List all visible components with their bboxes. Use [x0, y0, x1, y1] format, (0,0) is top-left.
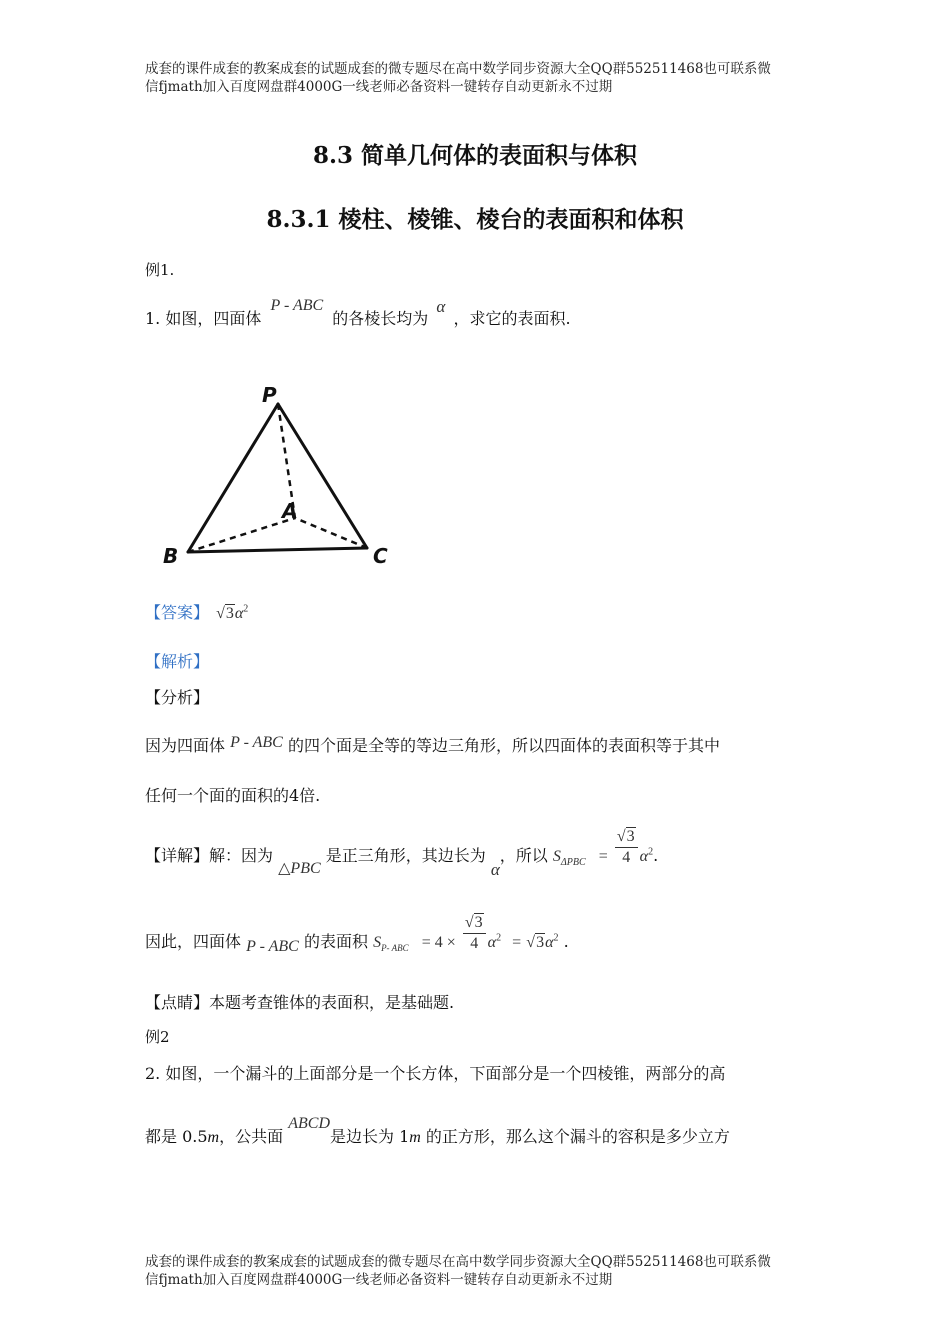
- detail-tag: 【详解】: [145, 846, 210, 865]
- vertex-a: A: [282, 499, 298, 523]
- therefore-end: .: [563, 932, 569, 951]
- therefore-line: 因此，四面体 P - ABC 的表面积 $S_{P- ABC} = 4$ × $\frac{√3}{4}$ $\alpha^2 = √3\alpha^2$ .: [145, 914, 569, 955]
- therefore-alpha2: α: [545, 934, 554, 951]
- edge-pc: [278, 404, 367, 548]
- q1-alpha: α: [436, 297, 446, 316]
- answer-alpha: α: [234, 605, 244, 622]
- therefore-pre: 因此，四面体: [145, 932, 242, 951]
- dianjing-tag: 【点睛】: [145, 993, 210, 1012]
- fenxi-pre: 因为四面体: [145, 736, 226, 755]
- q2-m1: m: [207, 1129, 220, 1146]
- header-line-2: 信fjmath加入百度网盘群4000G一线老师必备资料一键转存自动更新永不过期: [145, 79, 613, 95]
- header-line-1: 成套的课件成套的教案成套的试题成套的微专题尽在高中数学同步资源大全QQ群552511468也可联系微: [145, 61, 771, 77]
- q1-tetra: P - ABC: [270, 297, 324, 314]
- answer-sqrt-arg: 3: [225, 605, 234, 622]
- q2-mid1: ，公共面: [219, 1127, 284, 1146]
- q2-m2: m: [409, 1129, 421, 1146]
- q1-mid: 的各棱长均为: [332, 309, 429, 328]
- page-header: [145, 60, 815, 96]
- therefore-eq1: = 4 ×: [421, 934, 456, 951]
- vertex-c: C: [373, 544, 388, 568]
- detail-exp: 2: [648, 846, 654, 858]
- therefore-fraction: $\frac{√3}{4}$: [463, 913, 486, 954]
- q1-end: ，求它的表面积.: [453, 309, 571, 328]
- therefore-tetra: P - ABC: [246, 938, 299, 955]
- edge-bc: [188, 548, 367, 552]
- detail-alpha: α: [490, 860, 500, 879]
- therefore-exp: 2: [496, 932, 502, 944]
- q2-mid2: 是边长为 1: [330, 1127, 410, 1146]
- fenxi-line-2: 任何一个面的面积的4倍.: [145, 786, 321, 805]
- dianjing-text: 本题考查锥体的表面积，是基础题.: [209, 993, 455, 1012]
- q2-pre: 都是 0.5: [145, 1127, 208, 1146]
- footer-line-1: 成套的课件成套的教案成套的试题成套的微专题尽在高中数学同步资源大全QQ群552511468也可联系微: [145, 1254, 771, 1270]
- q2-end: 的正方形，那么这个漏斗的容积是多少立方: [420, 1127, 730, 1146]
- detail-eq: =: [598, 848, 608, 865]
- therefore-alpha: α: [487, 934, 497, 951]
- fenxi-post: 的四个面是全等的等边三角形，所以四面体的表面积等于其中: [287, 736, 720, 755]
- therefore-eq2: =: [512, 934, 522, 951]
- detail-frac-den: 4: [622, 849, 631, 866]
- example2-line-1: 2. 如图，一个漏斗的上面部分是一个长方体，下面部分是一个四棱锥，两部分的高: [145, 1064, 726, 1083]
- example1-label: 例1.: [145, 261, 175, 279]
- edge-pb: [188, 404, 278, 552]
- therefore-frac-num: 3: [474, 914, 483, 931]
- therefore-frac-den: 4: [470, 935, 479, 952]
- footer-line-2: 信fjmath加入百度网盘群4000G一线老师必备资料一键转存自动更新永不过期: [145, 1272, 613, 1288]
- therefore-sqrt-arg: 3: [536, 934, 545, 951]
- vertex-b: B: [163, 544, 179, 568]
- detail-so: ，所以: [499, 846, 548, 865]
- example2-label: 例2: [145, 1028, 170, 1046]
- detail-pre: 解：因为: [209, 846, 274, 865]
- detail-alpha2: α: [639, 848, 649, 865]
- therefore-mid: 的表面积: [303, 932, 368, 951]
- page-footer: [145, 1253, 815, 1289]
- analysis-tag: 【解析】: [145, 652, 210, 671]
- answer-tag: 【答案】: [145, 603, 210, 622]
- fenxi-line-1: [145, 733, 720, 756]
- detail-end: .: [653, 846, 659, 865]
- answer-exp: 2: [243, 603, 249, 615]
- therefore-exp2: 2: [553, 932, 559, 944]
- fenxi-tag: 【分析】: [145, 688, 210, 707]
- example1-question: [145, 297, 571, 329]
- example2-line-2: [145, 1115, 730, 1147]
- detail-line: [145, 828, 659, 879]
- vertex-p: P: [262, 383, 277, 407]
- detail-fraction: $\frac{√3}{4}$: [615, 827, 638, 868]
- answer-line: 【答案】 $√3\alpha^2$: [145, 603, 249, 622]
- detail-s: S: [552, 848, 561, 865]
- detail-frac-num: 3: [626, 828, 635, 845]
- tetrahedron-figure: [155, 380, 405, 575]
- q1-number: 1. 如图，四面体: [145, 309, 262, 328]
- detail-triangle: △PBC: [278, 860, 321, 877]
- therefore-s-sub: P- ABC: [381, 943, 409, 954]
- q2-abcd: ABCD: [288, 1115, 330, 1132]
- therefore-s: S: [373, 934, 382, 951]
- dianjing-line: [145, 990, 454, 1013]
- detail-mid: 是正三角形，其边长为: [325, 846, 486, 865]
- subsection-title: 8.3.1 棱柱、棱锥、棱台的表面积和体积: [266, 206, 684, 233]
- fenxi-tetra: P - ABC: [230, 734, 283, 751]
- detail-s-sub: ΔPBC: [560, 857, 586, 869]
- section-title: 8.3 简单几何体的表面积与体积: [312, 142, 638, 169]
